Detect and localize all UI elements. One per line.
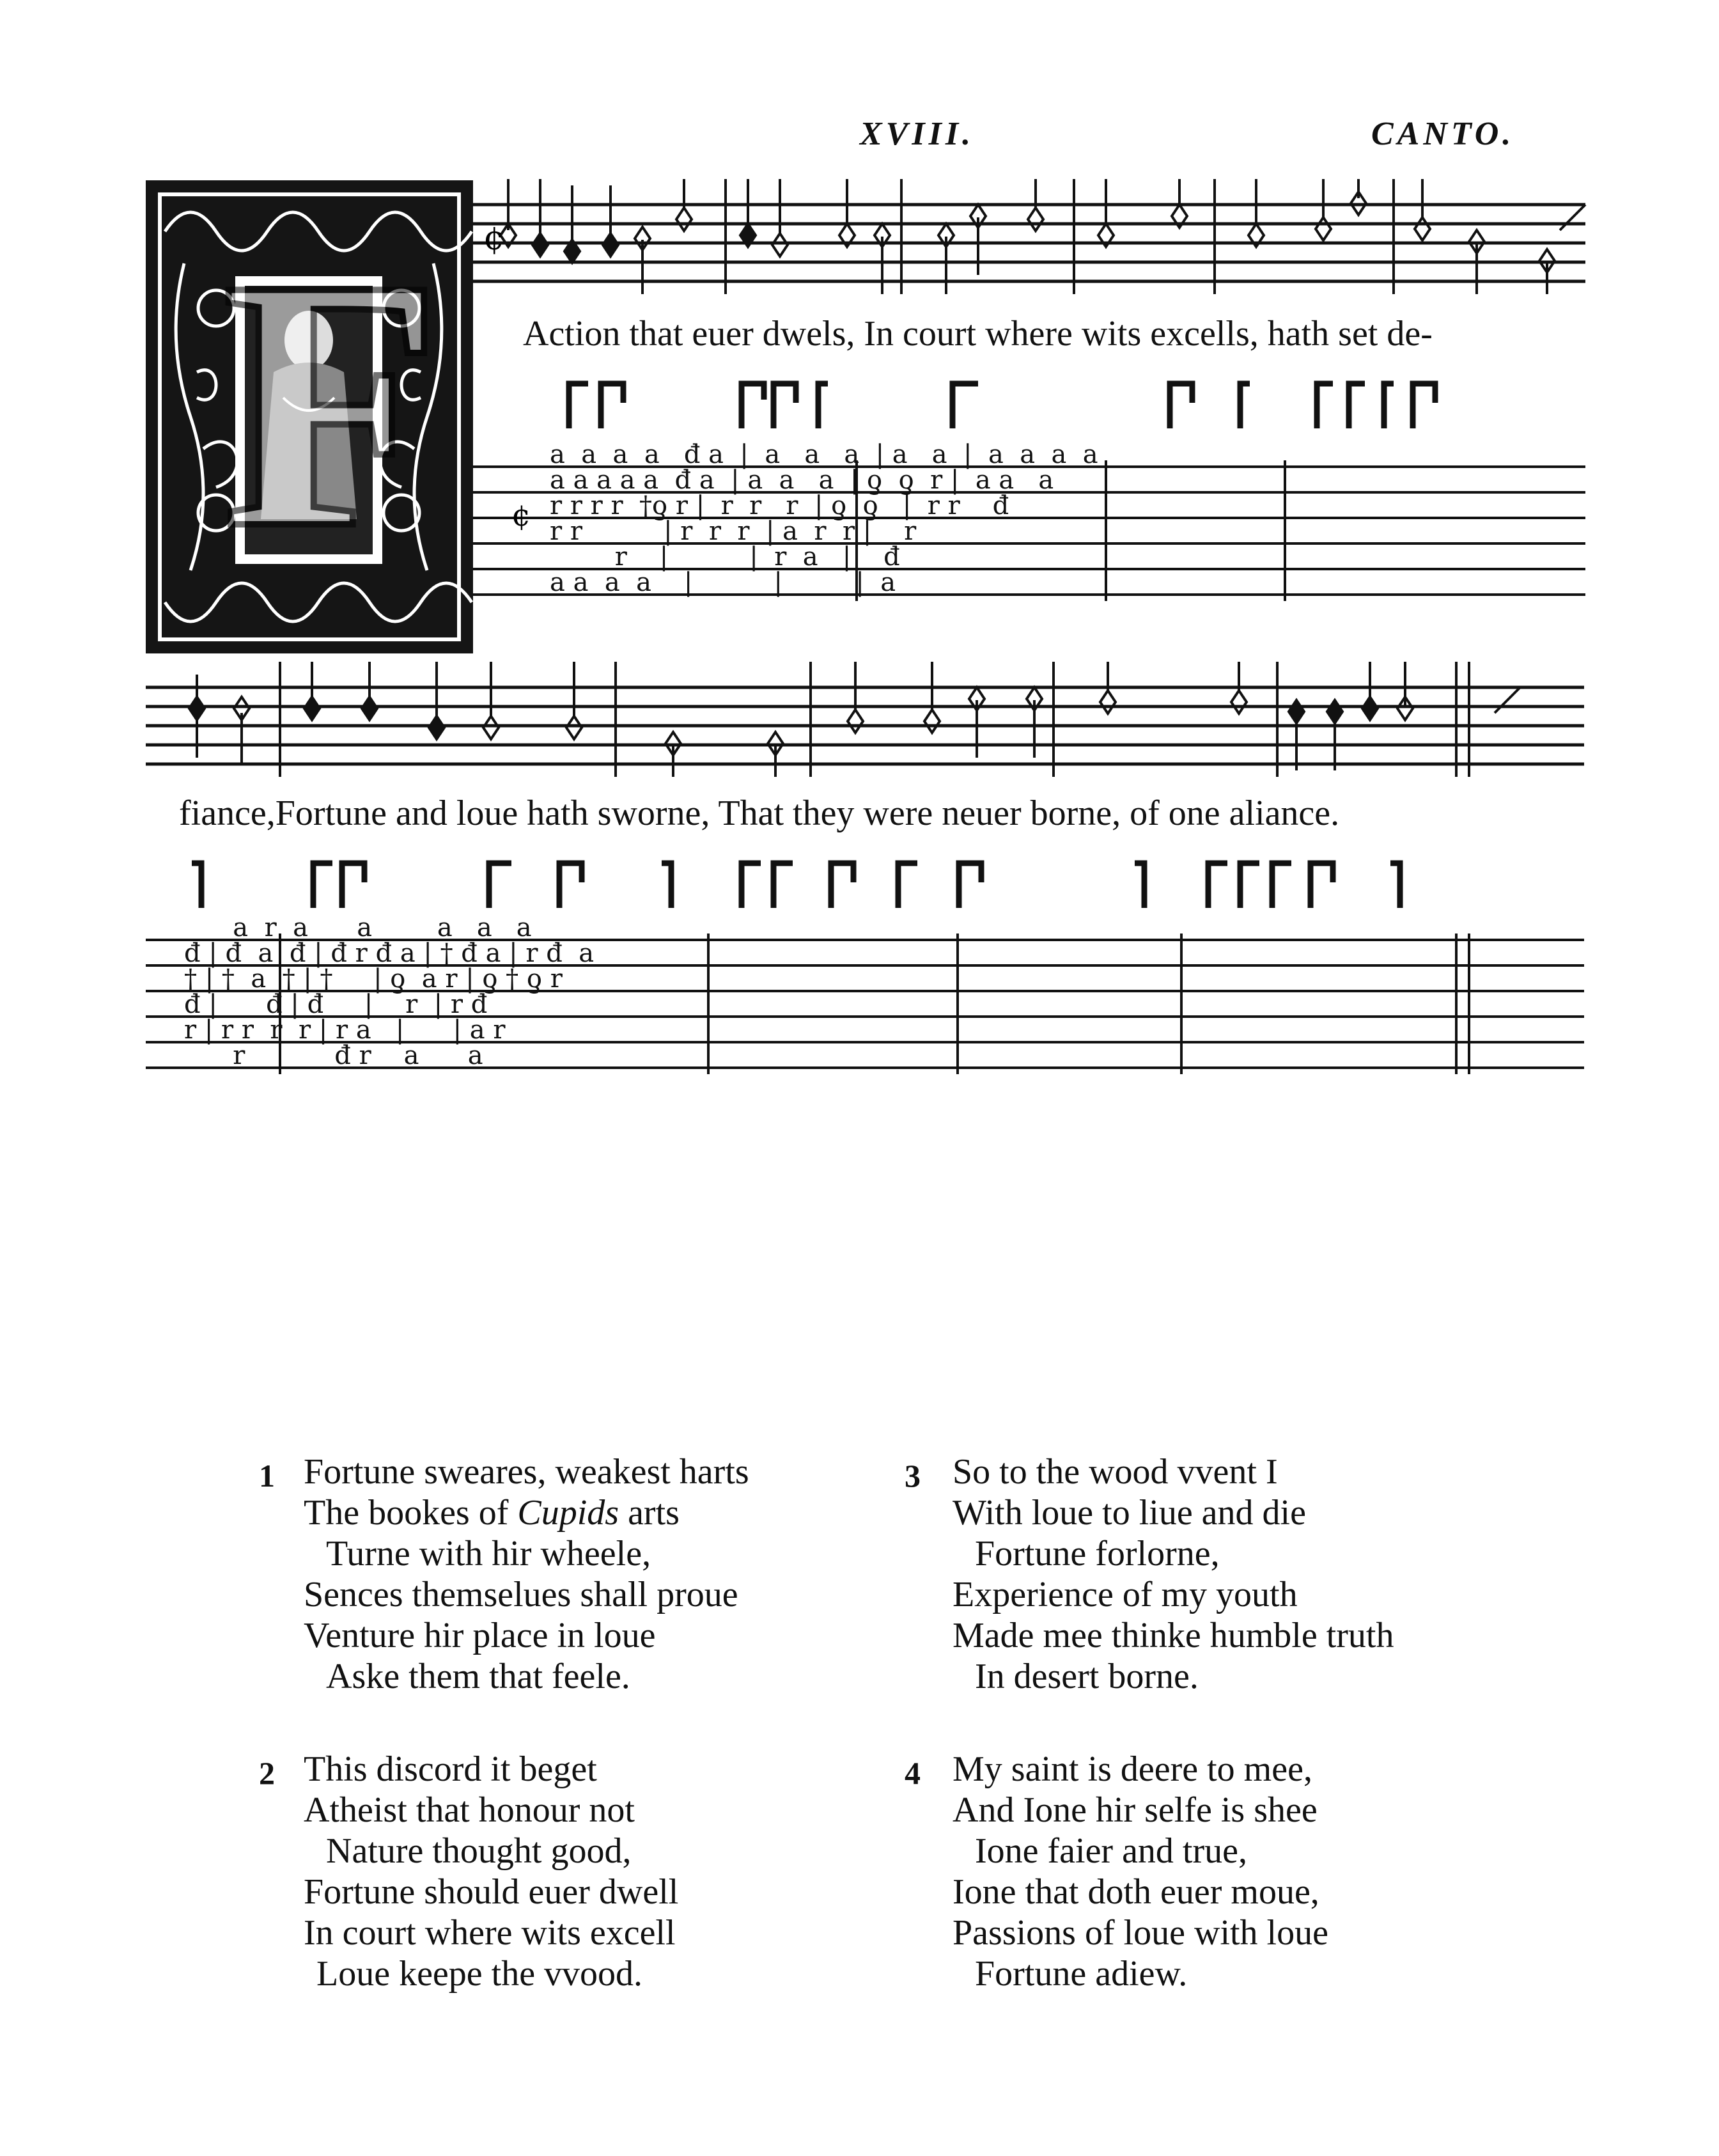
verse-3 [905,1451,1480,1707]
verse-line: With loue to liue and die [953,1493,1306,1533]
page-number: XVIII. [860,116,975,152]
verse-line: Atheist that honour not [304,1790,635,1830]
verse-line: So to the wood vvent I [953,1452,1278,1492]
verse-line: Sences themselues shall proue [304,1575,738,1614]
initial-letter: F [222,206,442,602]
tablature-2-staff [146,914,1591,1106]
tab-course-2-1: a r a a a a a [184,914,532,942]
verse-line: Fortune forlorne, [975,1534,1220,1574]
lute-tablature-2 [146,914,1591,1109]
verse-line: Venture hir place in loue [304,1616,656,1655]
verse-number: 4 [905,1755,921,1791]
verse-line: Passions of loue with loue [953,1913,1328,1953]
rhythm-flags-1 [563,377,1521,437]
tab-course-2-4: đ | đ | đ | r | r đ [184,990,488,1019]
tab-course-2-2: đ | đ a đ | đ r đ a | † đ a | r đ a [184,939,595,968]
tab-course-2-3: † | † a † | † | ƍ a r | ƍ † ƍ r [184,964,563,994]
rhythm-flags-2 [185,857,1464,917]
verse-line: And Ione hir selfe is shee [953,1790,1318,1830]
vocal-staff-2 [146,662,1591,779]
verse-line: This discord it beget [304,1749,597,1789]
lyric-line-1: Action that euer dwels, In court where wits excells, hath set de- [523,314,1433,354]
verse-line: Ione faier and true, [975,1831,1247,1871]
italic-word: Cupids [517,1493,619,1533]
verse-line: Fortune sweares, weakest harts [304,1452,749,1492]
verse-line: Ione that doth euer moue, [953,1872,1319,1912]
verse-line: Aske them that feele. [326,1657,630,1696]
vocal-staff-1-notes [473,179,1592,294]
verse-number: 1 [259,1458,275,1494]
verse-line: My saint is deere to mee, [953,1749,1312,1789]
tab-course-1-4: r r | r r r | a r r | r [550,517,917,546]
voice-part-label: CANTO. [1371,116,1515,152]
verse-4 [905,1749,1480,2004]
verse-line: Fortune adiew. [975,1954,1188,1994]
tab-course-2-6: r đ r a a [184,1041,483,1070]
tab-course-1-2: a a a a a đ a | a a a | ƍ ƍ r | a a a [550,465,1054,495]
verse-line: In desert borne. [975,1657,1199,1696]
verse-line: Turne with hir wheele, [326,1534,651,1574]
verse-line: Nature thought good, [326,1831,632,1871]
rhythm-flags-2-glyphs [185,857,1464,914]
tab-course-1-5: r | | r a | đ [550,542,900,572]
verse-line: In court where wits excell [304,1913,676,1953]
tab-course-1-6: a a a a | | | a [550,568,896,597]
vocal-staff-2-notes [146,662,1591,777]
vocal-clef-1: ¢ [483,219,505,258]
tablature-1-staff [473,441,1592,633]
verse-line: Experience of my youth [953,1575,1298,1614]
verse-number: 2 [259,1755,275,1791]
rhythm-flags-1-glyphs [563,377,1521,435]
lyric-line-2: fiance,Fortune and loue hath sworne, That they were neuer borne, of one aliance. [179,793,1340,833]
tab-mensuration-1: ¢ [511,497,531,533]
decorated-initial [146,180,473,653]
tab-course-1-3: r r r r †ƍ r | r r r | ƍ ƍ | r r đ [550,491,1009,520]
verse-line: Loue keepe the vvood. [316,1954,643,1994]
verse-line: Fortune should euer dwell [304,1872,679,1912]
verse-number: 3 [905,1458,921,1494]
verse-line: Made mee thinke humble truth [953,1616,1394,1655]
lute-tablature-1 [473,441,1592,636]
verse-line: The bookes of Cupids arts [304,1493,680,1533]
tab-course-1-1: a a a a đ a | a a a | a a | a a a a [550,441,1098,469]
verse-1 [259,1451,809,1707]
verse-2 [259,1749,809,2004]
vocal-staff-1 [473,179,1592,297]
tab-course-2-5: r | r r r r | r a | | a r [184,1015,506,1045]
